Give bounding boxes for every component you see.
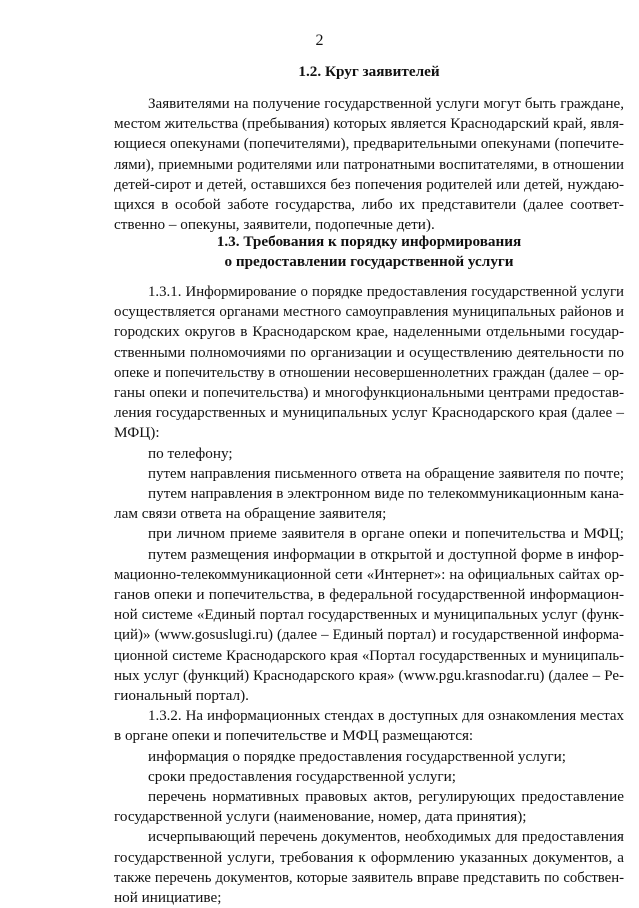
list-item-terms: сроки предоставления государственной услуги; [148,767,456,785]
text-line: ной системе «Единый портал государственных и муниципальных услуг (функ- [114,607,624,624]
text-line: государственной услуги, требования к оформлению указанных документов, а [114,848,624,866]
list-item-internet: путем размещения информации в открытой и доступной форме в инфор- [148,545,624,563]
text-line: лам связи ответа на обращение заявителя; [114,505,387,523]
page-number: 2 [315,32,324,49]
text-line: ционной системе Краснодарского края «Портал государственных и муниципаль- [114,647,624,664]
text-line: ных услуг (функций) Краснодарского края» (www.pgu.krasnodar.ru) (далее – Ре- [114,667,624,684]
text-line: ственно – опекуны, заявители, подопечные дети). [114,216,435,234]
text-line: ной инициативе; [114,889,222,907]
text-line: местом жительства (пребывания) которых является Краснодарский край, явля- [114,115,624,133]
list-item-electronic: путем направления в электронном виде по телекоммуникационным кана- [148,485,624,503]
text-line: ганов опеки и попечительства, в федеральной государственной информацион- [114,586,624,604]
text-line: ления государственных и муниципальных услуг Краснодарского края (далее – [114,404,624,422]
text-line: городских округов в Краснодарском крае, наделенными отдельными государ- [114,323,624,341]
text-line: гиональный портал). [114,687,249,705]
text-line: МФЦ): [114,424,160,442]
text-line: осуществляется органами местного самоуправления муниципальных районов и [114,304,624,321]
text-line: опеке и попечительству в отношении несовершеннолетних граждан (далее – ор- [114,364,624,381]
heading-line: о предоставлении государственной услуги [224,253,514,271]
text-line: Заявителями на получение государственной услуги могут быть граждане, [148,96,624,112]
text-line: ганы опеки и попечительства) и многофункциональными центрами предостав- [114,385,624,402]
heading-line: 1.2. Круг заявителей [298,63,440,80]
list-item-phone: по телефону; [148,444,233,462]
text-line: 1.3.1. Информирование о порядке предоставления государственной услуги [148,284,624,300]
text-line: мационно-телекоммуникационной сети «Интернет»: на официальных сайтах ор- [114,566,624,583]
text-line: детей-сирот и детей, оставшихся без попечения родителей или детей, нуждаю- [114,176,624,193]
text-line: ственными полномочиями по организации и осуществлению деятельности по [114,343,624,361]
list-item-acts: перечень нормативных правовых актов, регулирующих предоставление [148,788,624,806]
text-line: ций)» (www.gosuslugi.ru) (далее – Единый портал) и государственной информа- [114,627,624,644]
text-line: в органе опеки и попечительстве и МФЦ размещаются: [114,727,474,745]
paragraph-1-3-1 [114,282,624,908]
list-item-personal: при личном приеме заявителя в органе опеки и попечительства и МФЦ; [148,525,624,543]
text-line: лями), приемными родителями или патронатными воспитателями, в отношении [114,156,624,173]
text-line: ющиеся опекунами (попечителями), предварительными опекунами (попечите- [114,135,624,153]
section-heading-1-3 [114,232,624,272]
list-item-mail: путем направления письменного ответа на обращение заявителя по почте; [148,465,624,482]
paragraph-1-3-2: 1.3.2. На информационных стендах в доступных для ознакомления местах [148,708,624,725]
paragraph-applicants [114,94,624,235]
section-heading-1-2 [114,62,624,82]
text-line: государственной услуги (наименование, номер, дата принятия); [114,808,527,826]
text-line: также перечень документов, которые заявитель вправе представить по собствен- [114,869,624,886]
heading-line: 1.3. Требования к порядку информирования [216,233,522,250]
text-line: щихся в особой заботе государства, либо их представители (далее соответ- [114,196,624,214]
list-item-documents: исчерпывающий перечень документов, необходимых для предоставления [148,829,624,846]
list-item-info-order: информация о порядке предоставления государственной услуги; [148,747,567,765]
